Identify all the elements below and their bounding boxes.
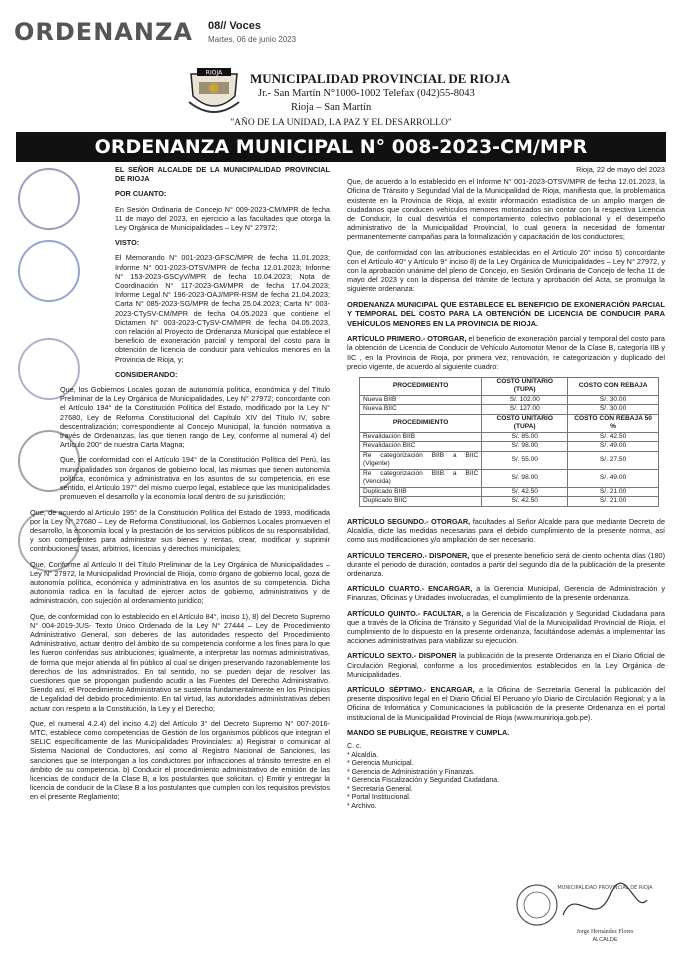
article-6: ARTÍCULO SEXTO.- DISPONER la publicación de la presente Ordenanza en el Diario Oficial de Circulación Regional, conforme a los procedimientos establecidos en la Ley Orgánica de Municipalidades. <box>347 651 665 679</box>
issue-date: Martes, 06 de junio 2023 <box>208 35 297 44</box>
svg-text:ALCALDE: ALCALDE <box>592 937 618 943</box>
fees-table <box>359 377 659 507</box>
list-item: * Portal Institucional. <box>347 794 411 802</box>
newspaper-brand: ORDENANZA <box>14 18 193 46</box>
copy-list <box>347 743 665 811</box>
article-3: ARTÍCULO TERCERO.- DISPONER, que el presente beneficio será de ciento ochenta días (180) durante el periodo de duración, contados a partir del segundo día de la publicación de la presente ordenanza. <box>347 550 666 578</box>
left-column <box>30 165 330 808</box>
table-row: Duplicado BIIC S/. 42.50 S/. 21.00 <box>360 497 659 507</box>
table-row: Re categorización BIIB a BIIC (Vigente) S/. 55.00 S/. 27.50 <box>360 451 659 469</box>
municipality-address: Jr.- San Martín N°1000-1002 Telefax (042)55-8043 <box>258 88 475 99</box>
fees-header: COSTO UNITARIO (TUPA) <box>482 414 568 432</box>
article-5: ARTÍCULO QUINTO.- FACULTAR, a la Gerencia de Fiscalización y Seguridad Ciudadana para que a través de la Oficina de Tránsito y Seguridad Vial de la Municipalidad Provincial de Rioja, el cumplimiento de lo dispuesto en la presente ordenanza, facultándose además a implementar las acciones administrativas para viabilizar su ejecución. <box>347 608 665 646</box>
paragraph: Que, de conformidad con el Artículo 194° de la Constitución Política del Perú, las municipalidades son órganos de gobierno local, las mismas que tienen autonomía política, económica y administrativa en los asuntos de su competencia, en ese sentido, el Artículo 197° del mismo cuerpo legal, establece que las municipalidades promueven el desarrollo y la economía local dentro de su jurisdicción; <box>60 455 330 502</box>
cc-label: C. c. <box>347 743 362 751</box>
list-item: * Gerencia Fiscalización y Seguridad Ciudadana. <box>347 777 500 785</box>
issuer-title: EL SEÑOR ALCALDE DE LA MUNICIPALIDAD PROVINCIAL DE RIOJA <box>115 165 330 184</box>
municipality-name: MUNICIPALIDAD PROVINCIAL DE RIOJA <box>250 71 511 86</box>
fees-header: COSTO CON REBAJA 50 % <box>568 414 659 432</box>
table-row: Re categorización BIIB a BIIC (Vencida) S/. 98.00 S/. 49.00 <box>360 469 659 487</box>
table-row: Duplicado BIIB S/. 42.50 S/. 21.00 <box>360 487 659 497</box>
table-row: Revalidación BIIB S/. 85.00 S/. 42.50 <box>360 432 659 442</box>
issue-label: 08// Voces <box>208 20 261 32</box>
year-motto: "AÑO DE LA UNIDAD, LA PAZ Y EL DESARROLLO" <box>230 118 452 128</box>
fees-header: PROCEDIMIENTO <box>360 377 482 395</box>
svg-text:MUNICIPALIDAD PROVINCIAL DE RI: MUNICIPALIDAD PROVINCIAL DE RIOJA <box>557 885 653 891</box>
ordinance-banner: ORDENANZA MUNICIPAL N° 008-2023-CM/MPR <box>16 132 666 162</box>
paragraph: Que, de conformidad con las atribuciones establecidas en el Artículo 20° inciso 5) concordante con el Artículo 40° y Artículo 9° inciso 8) de la Ley Orgánica de Municipalidades – Ley N° 27972, y con la aprobación unánime del pleno de Concejo, en Sesión Ordinaria de Concejo de fecha 11 de mayo del 2023 y con la dispensa del trámite de lectura y aprobación del Acta, se promulga la siguiente ordenanza: <box>347 247 665 294</box>
municipality-city: Rioja – San Martín <box>291 102 372 113</box>
fees-header: COSTO UNITARIO (TUPA) <box>482 377 568 395</box>
closing-line: MANDO SE PUBLIQUE, REGISTRE Y CUMPLA. <box>347 727 510 737</box>
paragraph: Que, los Gobiernos Locales gozan de autonomía política, económica y del Título Preliminar de la Ley Orgánica de Municipalidades, Ley N° 27972; concordante con el Artículo 194° de la Constitución Política del Estado, modificado por la Ley N° 27680, Ley de Reforma Constitucional del Capítulo XIV del Título IV, sobre descentralización; correspondiente al Concejo Municipal, la función normativa a través de Ordenanzas, las que tienen rango de Ley, conforme al numeral 4) del Artículo 200° de nuestra Carta Magna; <box>60 385 330 450</box>
svg-text:RIOJA: RIOJA <box>205 69 223 77</box>
place-date: Rioja, 22 de mayo del 2023 <box>576 165 665 174</box>
list-item: * Secretaría General. <box>347 785 413 793</box>
paragraph: Que, Conforme al Artículo II del Título Preliminar de la Ley Orgánica de Municipalidades – Ley N° 27972, la Municipalidad Provincial de Rioja, como órgano de gobierno local, goza de autonomía política, económica y administrativa en los asuntos de su competencia. Dicha autonomía radica en la facultad de ejercer actos de gobierno, administrativos y de administración, con sujeción al ordenamiento jurídico; <box>30 559 330 606</box>
fees-header: PROCEDIMIENTO <box>360 414 482 432</box>
visto-heading: VISTO: <box>115 238 140 248</box>
paragraph: Que, de conformidad con lo establecido en el Artículo 84°, inciso 1), 8) del Decreto Supremo N° 004-2019-JUS- Texto Único Ordenado de la Ley N° 27444 – Ley de Procedimiento Administrativo General, son deberes de las autoridades respecto del Procedimiento Administrativo, actuar dentro del ámbito de su competencia conforme a los fines para lo que les fueron conferidas sus atribuciones; igualmente, a interpretar las normas administrativas, de forma que mejor atienda al fin público al cual se dirigen preservando razonablemente los derechos de los administrados. En tal sentido, no se pueden dejar de resolver las cuestiones que se propongan pudiendo acudir a las Fuentes del Derecho Administrativo. Siendo así, el Procedimiento Administrativo se sustenta fundamentalmente en los Principios de Legalidad del debido procedimiento. En tal virtud, las autoridades administrativas deben actuar con respeto a la Constitución, la Ley y el Derecho; <box>30 611 330 713</box>
article-7: ARTÍCULO SÉPTIMO.- ENCARGAR, a la Oficina de Secretaría General la publicación del presente dispositivo legal en el Diario Oficial El Peruano y/o Diario de Circulación Regional; y a la Oficina de Informática y Comunicaciones la publicación de la presente Ordenanza en el portal institucional de la Municipalidad Provincial de Rioja (www.munirioja.gob.pe). <box>347 685 665 722</box>
table-row: Nueva BIIC S/. 127.00 S/. 30.00 <box>360 405 659 415</box>
considerando-heading: CONSIDERANDO: <box>115 369 178 379</box>
paragraph: Que, de acuerdo a lo establecido en el Informe N° 001-2023-OTSV/MPR de fecha 12.01.2023, la Oficina de Tránsito y Seguridad Vial de la Municipalidad de Rioja, manifiesta que, la problemática existente en la Provincia de Rioja, al existir información estadística de un amplio margen de ciudadanos que conducen vehículos menores motorizados sin contar con la respectiva Licencia de Conducir, lo cual desvirtúa el comportamiento colectivo poblacional y el desempeño administrativo de la Municipalidad Provincial, lo cual genera la necesidad de fomentar permanentemente campañas para la formalización y capacitación de los conductores; <box>347 177 665 242</box>
svg-text:Jorge Hernández Flores: Jorge Hernández Flores <box>576 929 634 935</box>
right-column <box>347 165 665 811</box>
ordinance-title: ORDENANZA MUNICIPAL QUE ESTABLECE EL BENEFICIO DE EXONERACIÓN PARCIAL Y TEMPORAL DEL COSTO PARA LA OBTENCIÓN DE LICENCIA DE CONDUCIR PARA VEHÍCULOS MENORES EN LA PROVINCIA DE RIOJA. <box>347 299 665 328</box>
signature-block <box>515 875 655 950</box>
article-1: ARTÍCULO PRIMERO.- OTORGAR, el beneficio de exoneración parcial y temporal del costo para la obtención de Licencia de Conducir de Vehículo Automotor Menor de la Clase B, categoría IIB y IIC , en la Provincia de Rioja, por primera vez, renovación, re categorización y duplicado del precio vigente, de acuerdo al siguiente cuadro: <box>347 334 665 371</box>
article-4: ARTÍCULO CUARTO.- ENCARGAR, a la Gerencia Municipal, Gerencia de Administración y Finanzas, Oficinas y Unidades involucradas, el cumplimiento de la presente ordenanza. <box>347 584 665 603</box>
fees-header: COSTO CON REBAJA <box>568 377 659 395</box>
list-item: * Archivo. <box>347 802 377 810</box>
article-2: ARTÍCULO SEGUNDO.- OTORGAR, facultades al Señor Alcalde para que mediante Decreto de Alcaldía, dicte las medidas necesarias para el debido cumplimiento de la presente norma, así como sus modificaciones y/o ampliación de ser necesario. <box>347 516 666 545</box>
paragraph: Que, el numeral 4.2.4) del inciso 4.2) del Artículo 3° del Decreto Supremo N° 007-2016-MTC, establece como competencias de Gestión de los organismos públicos que integran el SELIC específicamente de las Municipalidades Provinciales: a) Registrar o comunicar al Sistema Nacional de Conductores, así como al Registro Nacional de Sanciones, las sanciones que se interpongan a los conductores por infracciones al tránsito terrestre en el ámbito de su competencia. b) Conducir el procedimiento administrativo de emisión de las licencias de conducir de la Clase B, a los postulantes que solicitan. c) Emitir y entregar la licencia de conducir de la Clase B a los postulantes que cumplen con los requisitos previstos en el presente Reglamento; <box>30 718 330 802</box>
list-item: * Alcaldía. <box>347 751 379 759</box>
paragraph: Que, de acuerdo al Artículo 195° de la Constitución Política del Estado de 1993, modificada por la Ley N° 27680 – Ley de Reforma Constitucional, los Gobiernos Locales promueven el desarrollo, la economía local y la prestación de los servicios públicos de su responsabilidad, y son competentes para administrar sus bienes y rentas, crear, modificar y suprimir contribuciones, tasas, arbitrios, licencias y derechos municipales; <box>30 507 330 554</box>
page-header <box>14 18 674 50</box>
municipal-crest-icon <box>185 66 243 118</box>
signature-stamp-icon <box>515 875 655 950</box>
por-cuanto-heading: POR CUANTO: <box>115 189 167 199</box>
table-row: Revalidación BIIC S/. 98.00 S/. 49.00 <box>360 442 659 452</box>
table-row: Nueva BIIB S/. 102.00 S/. 30.00 <box>360 395 659 405</box>
list-item: * Gerencia de Administración y Finanzas. <box>347 768 476 776</box>
paragraph: El Memorando N° 001-2023-GFSC/MPR de fecha 11.01.2023; Informe N° 001-2023-OTSV/MPR de fecha 12.01.2023; Informe N° 153-2023-GSCyV/MPR de fecha 10.04.2023; Nota de Coordinación N° 117-2023-GM/MPR de fecha 17.04.2023; Informe Legal N° 196-2023-OAJ/MPR-RSM de fecha 21.04.2023; Carta N° 085-2023-SG/MPR de fecha 25.04.2023; Carta N° 003-2023-CTySV-CM/MPR de fecha 04.05.2023 que contiene el Dictamen N° 003-2023-CTySV-CM/MPR de fecha 04.05.2023, con relación al Proyecto de Ordenanza Municipal que establece el beneficio de exoneración parcial y temporal del costo para la obtención de licencia de conducir para vehículos menores en la Provincia de Rioja, y; <box>115 253 330 364</box>
paragraph: En Sesión Ordinaria de Concejo N° 009-2023-CM/MPR de fecha 11 de mayo del 2023, en ejercicio a las facultades que otorga la Ley Orgánica de Municipalidades – Ley N° 27972; <box>115 204 330 233</box>
list-item: * Gerencia Municipal. <box>347 760 414 768</box>
